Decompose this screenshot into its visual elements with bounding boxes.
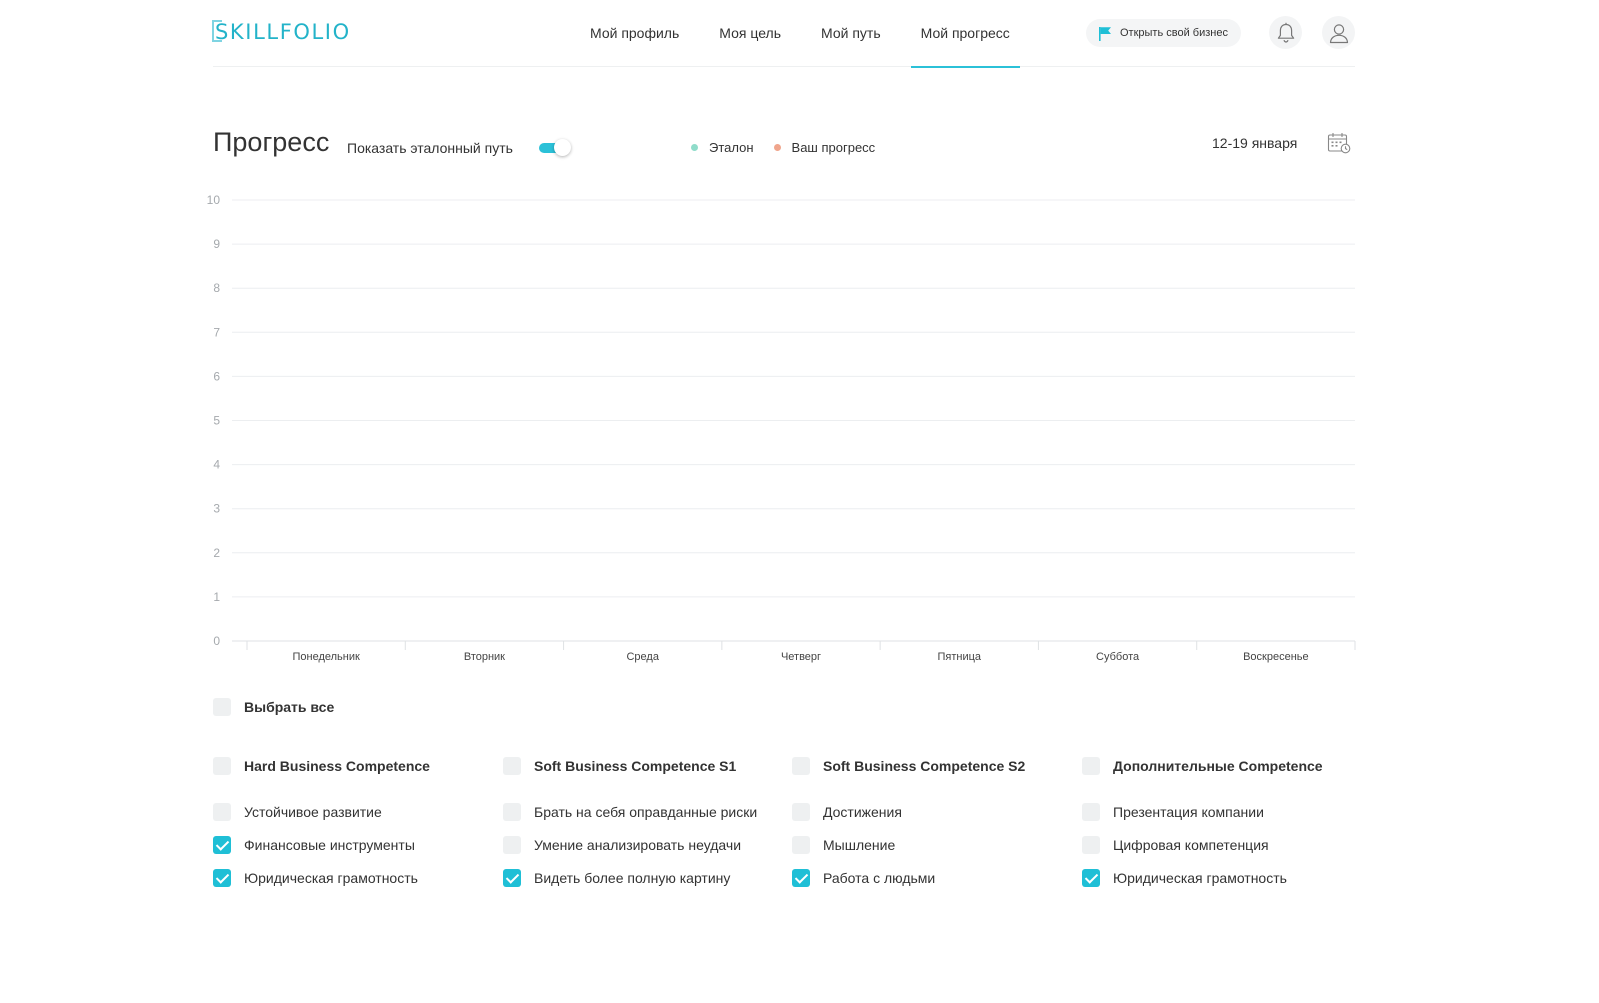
checkbox-box	[213, 757, 231, 775]
checkbox-box	[213, 836, 231, 854]
main-nav	[570, 0, 1030, 67]
checkbox-box	[503, 757, 521, 775]
checkbox-box	[1082, 757, 1100, 775]
bell-icon	[1276, 22, 1296, 44]
nav-item-path[interactable]	[811, 0, 891, 67]
competence-item-label: Мышление	[823, 837, 896, 853]
competence-group-title: Soft Business Competence S2	[823, 758, 1026, 774]
checkbox-box	[503, 836, 521, 854]
competence-item-label: Видеть более полную картину	[534, 870, 731, 886]
checkbox-box	[1082, 803, 1100, 821]
competence-item-checkbox[interactable]	[503, 869, 730, 887]
legend-label: Эталон	[709, 140, 754, 155]
competence-item-checkbox[interactable]	[213, 803, 382, 821]
competence-item-checkbox[interactable]	[503, 803, 757, 821]
nav-item-label: Мой путь	[821, 25, 881, 41]
open-business-label: Открыть свой бизнес	[1120, 27, 1228, 39]
progress-chart	[195, 185, 1360, 670]
nav-item-progress[interactable]	[911, 0, 1020, 67]
competence-item-label: Юридическая грамотность	[1113, 870, 1287, 886]
checkbox-box	[213, 803, 231, 821]
competence-item-checkbox[interactable]	[1082, 869, 1287, 887]
competence-group-checkbox[interactable]	[213, 757, 430, 775]
competence-group-title: Дополнительные Competence	[1113, 758, 1323, 774]
y-tick-label: 4	[213, 457, 220, 472]
y-tick-label: 2	[213, 545, 220, 560]
competence-item-checkbox[interactable]	[1082, 803, 1264, 821]
legend-dot	[691, 144, 698, 151]
y-tick-label: 3	[213, 501, 220, 516]
competence-item-checkbox[interactable]	[792, 869, 935, 887]
checkbox-box	[792, 869, 810, 887]
competence-group-checkbox[interactable]	[792, 757, 1025, 775]
user-profile-button[interactable]	[1322, 16, 1355, 49]
y-tick-label: 6	[213, 369, 220, 384]
competence-item-label: Умение анализировать неудачи	[534, 837, 742, 853]
competence-item-checkbox[interactable]	[1082, 836, 1269, 854]
x-tick-label: Воскресенье	[1243, 651, 1309, 663]
checkbox-box	[213, 869, 231, 887]
competence-group-title: Soft Business Competence S1	[534, 758, 737, 774]
nav-item-label: Моя цель	[719, 25, 782, 41]
x-tick-label: Пятница	[937, 651, 982, 663]
toggle-knob	[554, 139, 571, 156]
select-all-label: Выбрать все	[244, 699, 335, 715]
logo[interactable]	[213, 19, 351, 45]
competence-item-label: Цифровая компетенция	[1113, 837, 1269, 853]
competence-item-label: Достижения	[823, 804, 902, 820]
y-tick-label: 9	[213, 237, 220, 252]
notifications-button[interactable]	[1269, 16, 1302, 49]
legend-entry-your-progress	[774, 140, 876, 155]
competence-item-checkbox[interactable]	[213, 836, 415, 854]
checkbox-box	[1082, 869, 1100, 887]
x-tick-label: Вторник	[463, 651, 506, 663]
y-tick-label: 8	[213, 281, 220, 296]
chart-legend	[691, 140, 895, 155]
competence-item-label: Устойчивое развитие	[244, 804, 382, 820]
checkbox-box	[213, 698, 231, 716]
y-tick-label: 5	[213, 413, 220, 428]
competence-group-checkbox[interactable]	[1082, 757, 1323, 775]
x-tick-label: Суббота	[1096, 651, 1140, 663]
checkbox-box	[503, 803, 521, 821]
checkbox-box	[1082, 836, 1100, 854]
y-tick-label: 10	[206, 193, 220, 207]
logo-bracket-icon	[212, 20, 222, 42]
competence-item-label: Презентация компании	[1113, 804, 1264, 820]
competence-item-label: Юридическая грамотность	[244, 870, 418, 886]
x-tick-label: Четверг	[780, 651, 822, 663]
nav-item-label: Мой прогресс	[920, 25, 1010, 41]
competence-item-label: Брать на себя оправданные риски	[534, 804, 758, 820]
date-range: 12-19 января	[1212, 135, 1298, 151]
legend-label: Ваш прогресс	[791, 140, 876, 155]
select-all-checkbox[interactable]	[213, 698, 334, 716]
checkbox-box	[503, 869, 521, 887]
page-title: Прогресс	[213, 127, 330, 157]
y-tick-label: 0	[213, 634, 220, 648]
logo-text: SKILLFOLIO	[215, 20, 351, 44]
top-header	[213, 0, 1355, 67]
competence-item-checkbox[interactable]	[792, 836, 895, 854]
competence-item-checkbox[interactable]	[213, 869, 418, 887]
calendar-icon[interactable]	[1327, 132, 1351, 154]
nav-item-profile[interactable]	[580, 0, 689, 67]
legend-dot	[774, 144, 781, 151]
y-tick-label: 7	[213, 325, 220, 340]
competence-item-checkbox[interactable]	[503, 836, 741, 854]
competence-item-label: Финансовые инструменты	[244, 837, 415, 853]
checkbox-box	[792, 803, 810, 821]
competence-group-title: Hard Business Competence	[244, 758, 430, 774]
competence-item-label: Работа с людьми	[823, 870, 936, 886]
competence-group-checkbox[interactable]	[503, 757, 736, 775]
reference-path-toggle-label: Показать эталонный путь	[347, 140, 513, 156]
nav-item-label: Мой профиль	[590, 25, 680, 41]
competence-item-checkbox[interactable]	[792, 803, 902, 821]
x-tick-label: Понедельник	[292, 651, 360, 663]
user-icon	[1328, 22, 1350, 44]
legend-entry-etalon	[691, 140, 754, 155]
y-tick-label: 1	[213, 589, 220, 604]
reference-path-toggle[interactable]	[539, 139, 571, 157]
checkbox-box	[792, 757, 810, 775]
nav-item-goal[interactable]	[709, 0, 791, 67]
flag-icon	[1098, 26, 1112, 41]
open-business-button[interactable]	[1086, 19, 1241, 47]
checkbox-box	[792, 836, 810, 854]
x-tick-label: Среда	[626, 651, 659, 663]
